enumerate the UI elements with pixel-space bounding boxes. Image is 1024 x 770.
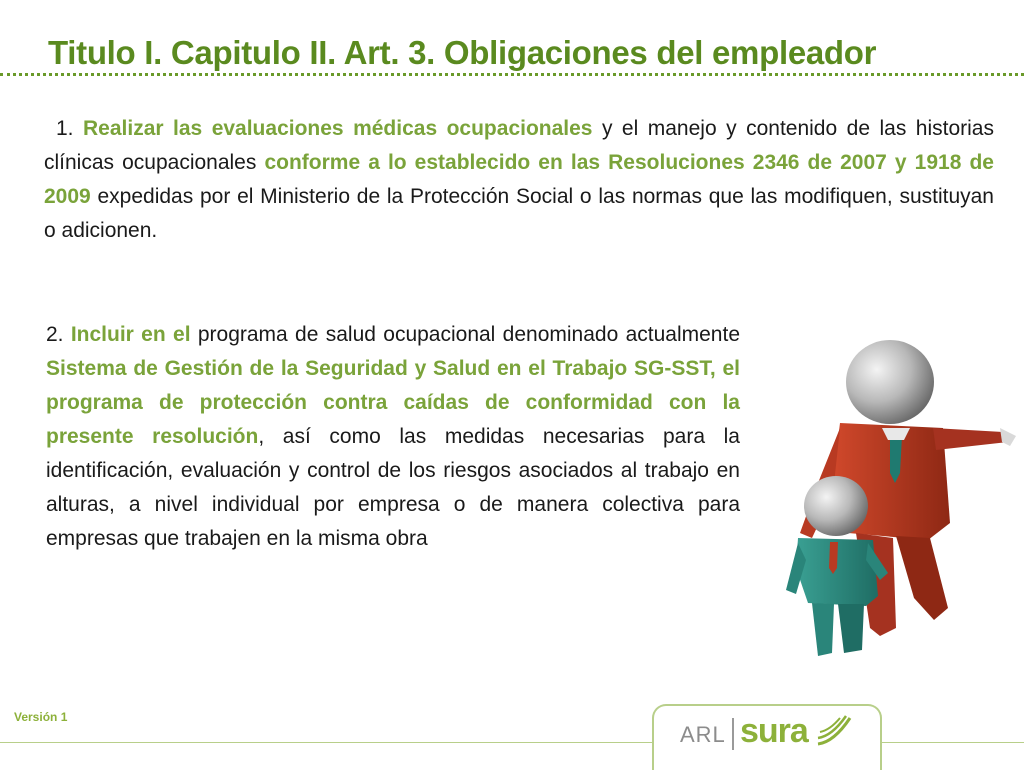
- slide-title: Titulo I. Capitulo II. Art. 3. Obligaciones del empleador: [48, 34, 877, 71]
- p2-segment: , así como las medidas necesarias para la identificación, evaluación y control de los riesgos asociados al trabajo en alturas, a nivel individual por empresa o de manera colectiva para empresas que trabajen en la misma obra: [46, 425, 740, 550]
- logo-arl-text: ARL: [680, 722, 726, 747]
- logo-separator: [732, 718, 734, 750]
- p1-highlight: Realizar las evaluaciones médicas ocupacionales: [83, 117, 593, 140]
- p2-segment: programa de salud ocupacional denominado actualmente: [190, 323, 740, 346]
- p1-segment: expedidas por el Ministerio de la Protección Social o las normas que las modifiquen, sustituyan o adicionen.: [44, 185, 994, 242]
- p1-segment: y el manejo y contenido de las historias clínicas ocupacionales: [44, 117, 994, 174]
- sura-leaf-icon: [814, 714, 854, 750]
- p2-highlight: Incluir en el: [70, 323, 191, 346]
- p1-segment: 1.: [56, 117, 83, 140]
- adult-and-child-figures-illustration: [778, 328, 1018, 658]
- p2-highlight: Sistema de Gestión de la Seguridad y Salud en el Trabajo SG-SST, el programa de protección contra caídas de conformidad con la presente resolución: [46, 357, 740, 448]
- paragraph-1: [44, 112, 994, 248]
- version-label: Versión 1: [14, 710, 68, 724]
- logo-sura-text: sura: [740, 712, 808, 750]
- p1-highlight: conforme a lo establecido en las Resoluciones 2346 de 2007 y 1918 de 2009: [44, 151, 994, 208]
- title-dotted-rule: [0, 73, 1024, 76]
- p2-segment: 2.: [46, 323, 71, 346]
- paragraph-2: [46, 318, 740, 556]
